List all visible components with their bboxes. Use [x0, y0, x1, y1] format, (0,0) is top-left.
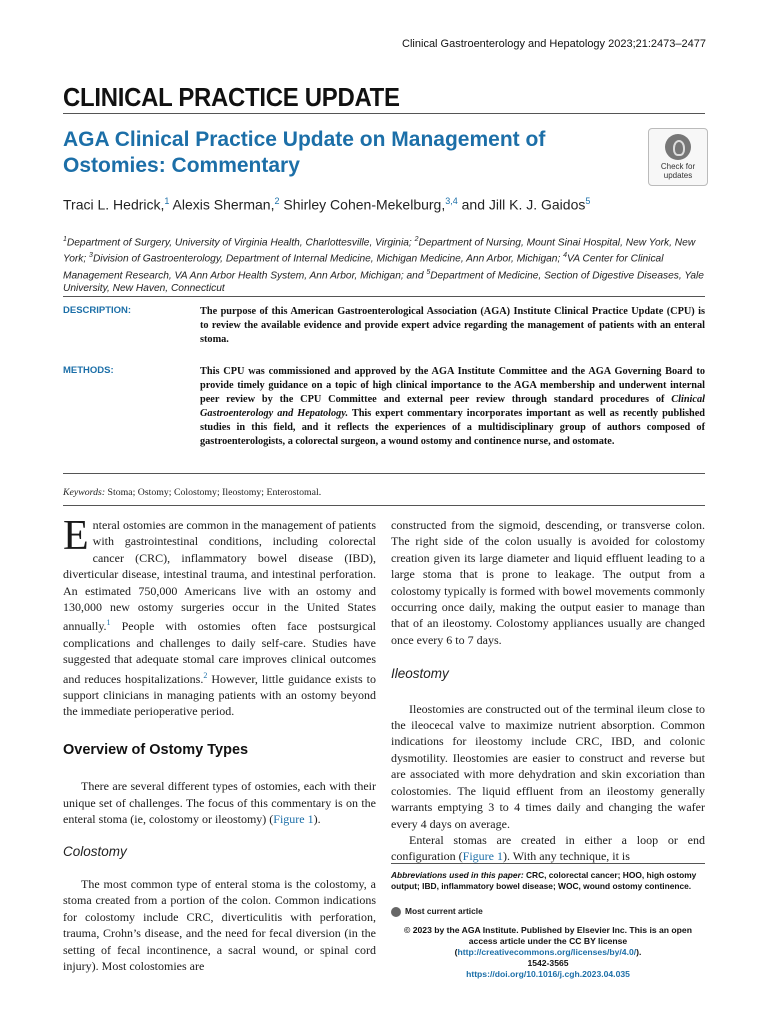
affil-num: 1 [63, 236, 67, 243]
methods-label: METHODS: [63, 365, 114, 376]
intro-text: People with ostomies often face postsurgical complications and challenges to daily self-care. Studies have suggested that adequate stomal care improves clinical outcomes and reduces hospitalizations. [63, 619, 376, 686]
overview-paragraph: There are several different types of ostomies, each with their unique set of challenges. The focus of this commentary is on the enteral stoma (ie, colostomy or ileostomy) (Figure 1). [63, 779, 376, 827]
reference-link[interactable]: 1 [106, 618, 111, 628]
intro-paragraph [63, 513, 376, 720]
author-affil-ref[interactable]: 3,4 [445, 196, 458, 206]
journal-citation: Clinical Gastroenterology and Hepatology 2023;21:2473–2477 [402, 38, 706, 50]
description-text: The purpose of this American Gastroenterological Association (AGA) Institute Clinical Practice Update (CPU) is to review the available evidence and provide expert advice regarding the management of patients with an enteral stoma. [200, 306, 705, 345]
most-current-icon [391, 907, 401, 917]
intro-text: nteral ostomies are common in the management of patients with gastrointestinal conditions, including colorectal cancer (CRC), inflammatory bowel disease (IBD), diverticular disease, intestinal trauma, and intestinal perforation. An estimated 750,000 Americans live with an ostomy and 130,000 new ostomy surgeries occur in the United States annually. [63, 518, 376, 634]
author-name: Shirley Cohen-Mekelburg, [283, 196, 446, 213]
author-list [63, 196, 590, 213]
article-title: AGA Clinical Practice Update on Management of Ostomies: Commentary [63, 128, 546, 177]
section-rule [63, 113, 705, 114]
keywords-text: Stoma; Ostomy; Colostomy; Ileostomy; Enterostomal. [105, 487, 322, 498]
figure-link[interactable]: Figure 1 [273, 812, 314, 827]
methods-text-2: This expert commentary incorporates important as well as recently published studies in this field, and it reflects the experiences of a multidisciplinary group of authors composed of gastroenterologists, a colorectal surgeon, a wound ostomy and continence nurse, and ostomate. [200, 408, 705, 447]
reference-link[interactable]: 2 [203, 670, 208, 680]
abstract-top-rule [63, 296, 705, 297]
affil-text: Department of Surgery, University of Virginia Health, Charlottesville, Virginia; [66, 237, 415, 249]
description-label: DESCRIPTION: [63, 305, 132, 316]
colostomy-cont-paragraph: constructed from the sigmoid, descending, or transverse colon. The right side of the colon usually is avoided for colostomy creation given its large diameter and liquid effluent leading to a large stoma that is prone to leakage. The output from a colostomy typically is formed with bowel movements commonly occurring once daily, making the output easier to manage than that of an ileostomy. Colostomy appliances usually are changed once every 6 to 7 days. [391, 518, 705, 647]
drop-cap: E [63, 513, 89, 559]
author-affil-ref[interactable]: 2 [274, 196, 280, 206]
author-name: Alexis Sherman, [172, 196, 275, 213]
affil-num: 4 [563, 252, 568, 260]
affil-num: 3 [89, 252, 93, 260]
ileostomy-paragraph: Ileostomies are constructed out of the terminal ileum close to the ileocecal valve to maximize nutrient absorption. Common indications for ileostomy include CRC, IBD, and colonic dysmotility. Ileostomies are easier to construct and reverse but are associated with more dehydration and skin excoriation than colostomies. The liquid effluent from an ileostomy generally warrants emptying 3 to 4 times daily and changing the wafer every 4 days on average. [391, 701, 705, 831]
affiliations [63, 233, 707, 295]
author-affil-ref[interactable]: 1 [164, 196, 170, 206]
license-link[interactable]: http://creativecommons.org/licenses/by/4.0/ [457, 947, 637, 957]
intro-text: However, little guidance exists to support clinicians in managing patients with an ostomy beyond the immediate perioperative period. [63, 671, 376, 719]
affil-text: Division of Gastroenterology, Department of Internal Medicine, Michigan Medicine, Ann Arbor, Michigan; [92, 253, 564, 265]
copyright-line: © 2023 by the AGA Institute. Published by Elsevier Inc. This is an open access article under the CC BY license (http://creativecommons.org/licenses/by/4.0/). [404, 925, 692, 957]
methods-text-1: This CPU was commissioned and approved by the AGA Institute Committee and the AGA Governing Board to provide timely guidance on a topic of high clinical importance to the AGA membership and underwent internal peer review by the CPU Committee and external peer review through standard procedures of [200, 366, 705, 405]
footnote-rule [391, 863, 705, 864]
affil-text: Department of Nursing, Mount Sinai Hospital, New York, New York; [63, 237, 696, 265]
methods-text [200, 365, 705, 449]
author-name: and Jill K. J. Gaidos [461, 196, 586, 213]
figure-link[interactable]: Figure 1 [462, 849, 503, 864]
colostomy-paragraph: The most common type of enteral stoma is the colostomy, a stoma created from a portion of the colon. Common indications for colostomy include CRC, diverticulitis with perforation, trauma, Crohn’s disease, and the need for fecal diversion (in the setting of fecal incontinence, a sacral wound, or spinal cord injury). Most colostomies are [63, 876, 376, 973]
author-name: Traci L. Hedrick, [63, 196, 165, 213]
most-current-note [391, 906, 705, 917]
abbreviations-label: Abbreviations used in this paper: [391, 870, 524, 880]
heading-colostomy: Colostomy [63, 843, 127, 859]
keywords-label: Keywords: [63, 487, 106, 498]
left-column [63, 513, 376, 974]
doi-link[interactable]: https://doi.org/10.1016/j.cgh.2023.04.035 [466, 969, 630, 979]
abbreviations [391, 870, 705, 892]
check-for-updates-badge[interactable] [648, 128, 708, 186]
bookmark-icon [665, 134, 691, 160]
most-current-text: Most current article [405, 906, 483, 916]
right-column [391, 517, 705, 865]
abbreviations-text: CRC, colorectal cancer; HOO, high ostomy output; IBD, inflammatory bowel disease; WOC, wound ostomy continence. [391, 870, 697, 891]
badge-line-1: Check for [660, 162, 696, 171]
section-title: CLINICAL PRACTICE UPDATE [63, 82, 400, 112]
keywords [63, 487, 321, 498]
heading-overview: Overview of Ostomy Types [63, 741, 249, 758]
stoma-config-paragraph: Enteral stomas are created in either a loop or end configuration (Figure 1). With any technique, it is [391, 832, 705, 864]
copyright-block [391, 925, 705, 980]
methods-journal: Clinical Gastroenterology and Hepatology. [200, 394, 705, 419]
affil-text: VA Center for Clinical Management Research, VA Ann Arbor Health System, Ann Arbor, Michigan; and [63, 253, 664, 282]
affil-text: Department of Medicine, Section of Digestive Diseases, Yale University, New Haven, Connecticut [63, 270, 704, 295]
author-affil-ref[interactable]: 5 [585, 196, 591, 206]
affil-num: 2 [414, 236, 419, 243]
affil-num: 5 [426, 268, 431, 276]
abstract-bottom-rule [63, 473, 705, 474]
keywords-rule [63, 505, 705, 506]
badge-line-2: updates [663, 171, 693, 180]
issn: 1542-3565 [527, 958, 569, 968]
heading-ileostomy: Ileostomy [391, 666, 449, 682]
